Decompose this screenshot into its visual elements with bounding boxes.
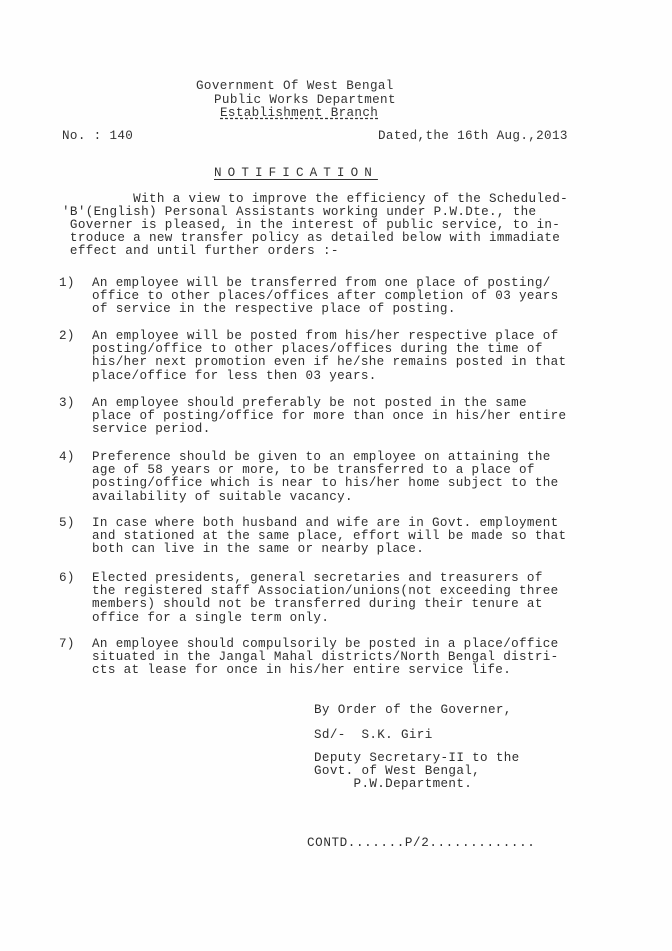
item-line: office to other places/offices after completion of 03 years	[92, 289, 559, 304]
item-number: 3)	[59, 396, 75, 410]
item-line: and stationed at the same place, effort will be made so that	[92, 529, 567, 544]
item-text	[92, 277, 559, 317]
order-line: By Order of the Governer,	[314, 703, 512, 717]
policy-item-5	[59, 517, 566, 557]
item-line: place of posting/office for more than once in his/her entire	[92, 409, 567, 424]
signed-by: Sd/- S.K. Giri	[314, 728, 433, 742]
item-number: 1)	[59, 276, 75, 290]
item-line: An employee should preferably be not posted in the same	[92, 396, 527, 410]
intro-paragraph	[62, 193, 602, 258]
intro-line: troduce a new transfer policy as detailed below with immadiate	[62, 231, 561, 245]
policy-item-6	[59, 572, 559, 625]
item-line: Elected presidents, general secretaries and treasurers of	[92, 571, 543, 585]
item-line: An employee will be transferred from one place of posting/	[92, 276, 551, 290]
policy-item-7	[59, 638, 559, 678]
item-number: 2)	[59, 329, 75, 343]
department-name: Public Works Department	[214, 92, 396, 107]
item-line: his/her next promotion even if he/she remains posted in that	[92, 355, 567, 370]
item-text	[92, 517, 566, 557]
item-text	[92, 451, 559, 504]
government-name: Government Of West Bengal	[196, 79, 394, 93]
notification-date: Dated,the 16th Aug.,2013	[378, 129, 568, 143]
item-line: place/office for less then 03 years.	[92, 368, 377, 383]
item-line: An employee should compulsorily be posted in a place/office	[92, 637, 559, 651]
policy-item-2	[59, 330, 566, 383]
continuation-note: CONTD.......P/2.............	[307, 836, 536, 850]
item-line: the registered staff Association/unions(not exceeding three	[92, 584, 559, 599]
item-text	[92, 397, 566, 437]
item-line: service period.	[92, 422, 211, 437]
document-title: NOTIFICATION	[214, 166, 378, 180]
item-line: In case where both husband and wife are in Govt. employment	[92, 516, 559, 530]
policy-item-3	[59, 397, 566, 437]
policy-item-4	[59, 451, 559, 504]
item-line: members) should not be transferred during their tenure at	[92, 597, 543, 612]
letterhead	[196, 80, 396, 121]
item-line: Preference should be given to an employee on attaining the	[92, 450, 551, 464]
item-line: posting/office to other places/offices during the time of	[92, 342, 543, 357]
signature-block	[314, 704, 520, 791]
item-line: age of 58 years or more, to be transferred to a place of	[92, 463, 535, 478]
item-line: office for a single term only.	[92, 610, 330, 625]
item-number: 7)	[59, 637, 75, 651]
notification-number: No. : 140	[62, 129, 134, 143]
item-line: situated in the Jangal Mahal districts/North Bengal distri-	[92, 650, 559, 665]
item-line: availability of suitable vacancy.	[92, 489, 353, 504]
item-text	[92, 330, 566, 383]
intro-line: With a view to improve the efficiency of the Scheduled-	[62, 192, 569, 206]
designation-line: Deputy Secretary-II to the	[314, 751, 520, 765]
item-line: posting/office which is near to his/her home subject to the	[92, 476, 559, 491]
item-line: cts at lease for once in his/her entire service life.	[92, 663, 512, 678]
item-line: of service in the respective place of posting.	[92, 302, 456, 317]
item-number: 5)	[59, 516, 75, 530]
item-line: both can live in the same or nearby place.	[92, 542, 425, 557]
intro-line: effect and until further orders :-	[62, 244, 339, 258]
item-number: 6)	[59, 571, 75, 585]
item-text	[92, 572, 559, 625]
designation-line: P.W.Department.	[314, 777, 473, 791]
designation-line: Govt. of West Bengal,	[314, 764, 481, 778]
branch-name: Establishment Branch	[220, 106, 379, 120]
intro-line: 'B'(English) Personal Assistants working under P.W.Dte., the	[62, 205, 537, 219]
item-text	[92, 638, 559, 678]
intro-line: Governer is pleased, in the interest of public service, to in-	[62, 218, 561, 232]
item-line: An employee will be posted from his/her respective place of	[92, 329, 559, 343]
policy-item-1	[59, 277, 559, 317]
item-number: 4)	[59, 450, 75, 464]
